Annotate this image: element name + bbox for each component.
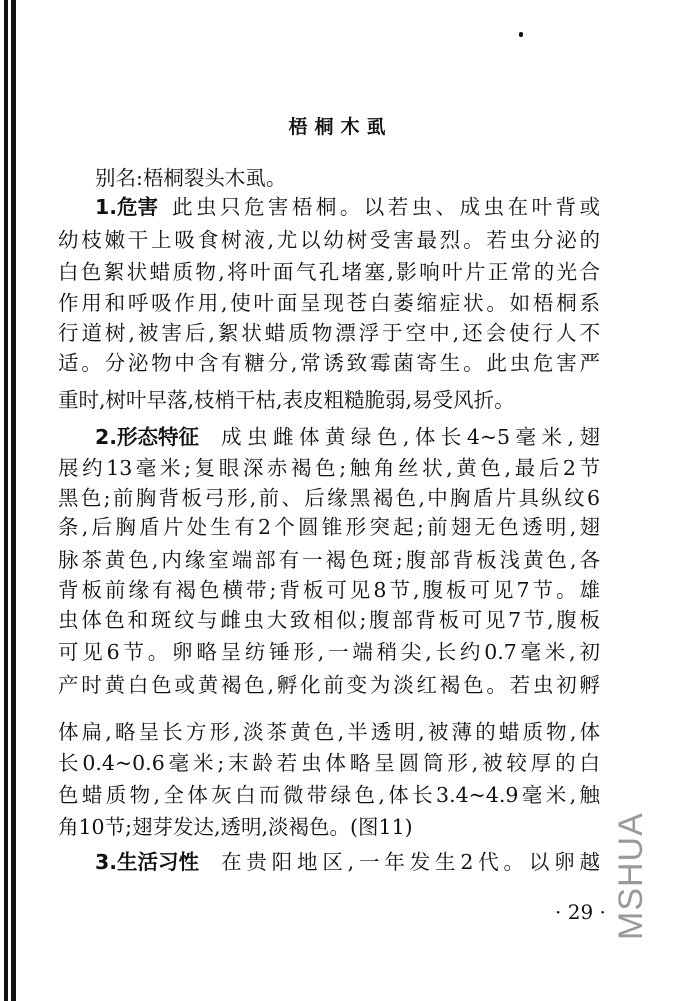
alias-line: 别名:梧桐裂头木虱。: [95, 166, 287, 190]
text-line: 白色絮状蜡质物,将叶面气孔堵塞,影响叶片正常的光合: [58, 260, 600, 284]
page-number: · 29 ·: [555, 900, 606, 924]
section-3-first-line: [95, 847, 600, 877]
text-line: 角10节;翅芽发达,透明,淡褐色。(图11): [58, 815, 413, 839]
text-line: 行道树,被害后,絮状蜡质物漂浮于空中,还会使行人不: [58, 321, 600, 345]
text-line: 脉茶黄色,内缘室端部有一褐色斑;腹部背板浅黄色,各: [58, 548, 600, 572]
text-line: 体扁,略呈长方形,淡茶黄色,半透明,被薄的蜡质物,体: [58, 720, 600, 744]
scan-speck: [519, 32, 523, 37]
text-line: 此虫只危害梧桐。以若虫、成虫在叶背或: [172, 195, 600, 219]
text-line: 可见6节。卵略呈纺锤形,一端稍尖,长约0.7毫米,初: [58, 640, 600, 664]
text-line: 长0.4~0.6毫米;末龄若虫体略呈圆筒形,被较厚的白: [58, 751, 600, 775]
text-line: 幼枝嫩干上吸食树液,尤以幼树受害最烈。若虫分泌的: [58, 228, 600, 252]
section-1-first-line: [95, 192, 600, 222]
section-2-first-line: [95, 422, 600, 452]
text-line: 黑色;前胸背板弓形,前、后缘黑褐色,中胸盾片具纵纹6: [58, 486, 600, 510]
text-line: 背板前缘有褐色横带;背板可见8节,腹板可见7节。雄: [58, 578, 600, 602]
text-line: 展约13毫米;复眼深赤褐色;触角丝状,黄色,最后2节: [58, 456, 600, 480]
text-line: 作用和呼吸作用,使叶面呈现苍白萎缩症状。如梧桐系: [58, 291, 600, 315]
text-line: 条,后胸盾片处生有2个圆锥形突起;前翅无色透明,翅: [58, 515, 600, 539]
section-heading: 1.危害: [95, 195, 159, 219]
watermark: MSHUA: [612, 812, 650, 940]
text-line: 虫体色和斑纹与雌虫大致相似;腹部背板可见7节,腹板: [58, 608, 600, 632]
text-line: 在贵阳地区,一年发生2代。以卵越: [221, 850, 600, 874]
text-line: 重时,树叶早落,枝梢干枯,表皮粗糙脆弱,易受风折。: [58, 388, 515, 412]
text-line: 成虫雌体黄绿色,体长4~5毫米,翅: [221, 425, 600, 449]
text-line: 产时黄白色或黄褐色,孵化前变为淡红褐色。若虫初孵: [58, 673, 600, 697]
scan-edge-line: [4, 0, 8, 1001]
section-heading: 2.形态特征: [95, 425, 200, 449]
page-title: 梧桐木虱: [288, 116, 393, 138]
scan-edge-line: [11, 0, 16, 1001]
text-line: 适。分泌物中含有糖分,常诱致霉菌寄生。此虫危害严: [58, 351, 600, 375]
section-heading: 3.生活习性: [95, 850, 200, 874]
text-line: 色蜡质物,全体灰白而微带绿色,体长3.4~4.9毫米,触: [58, 783, 600, 807]
